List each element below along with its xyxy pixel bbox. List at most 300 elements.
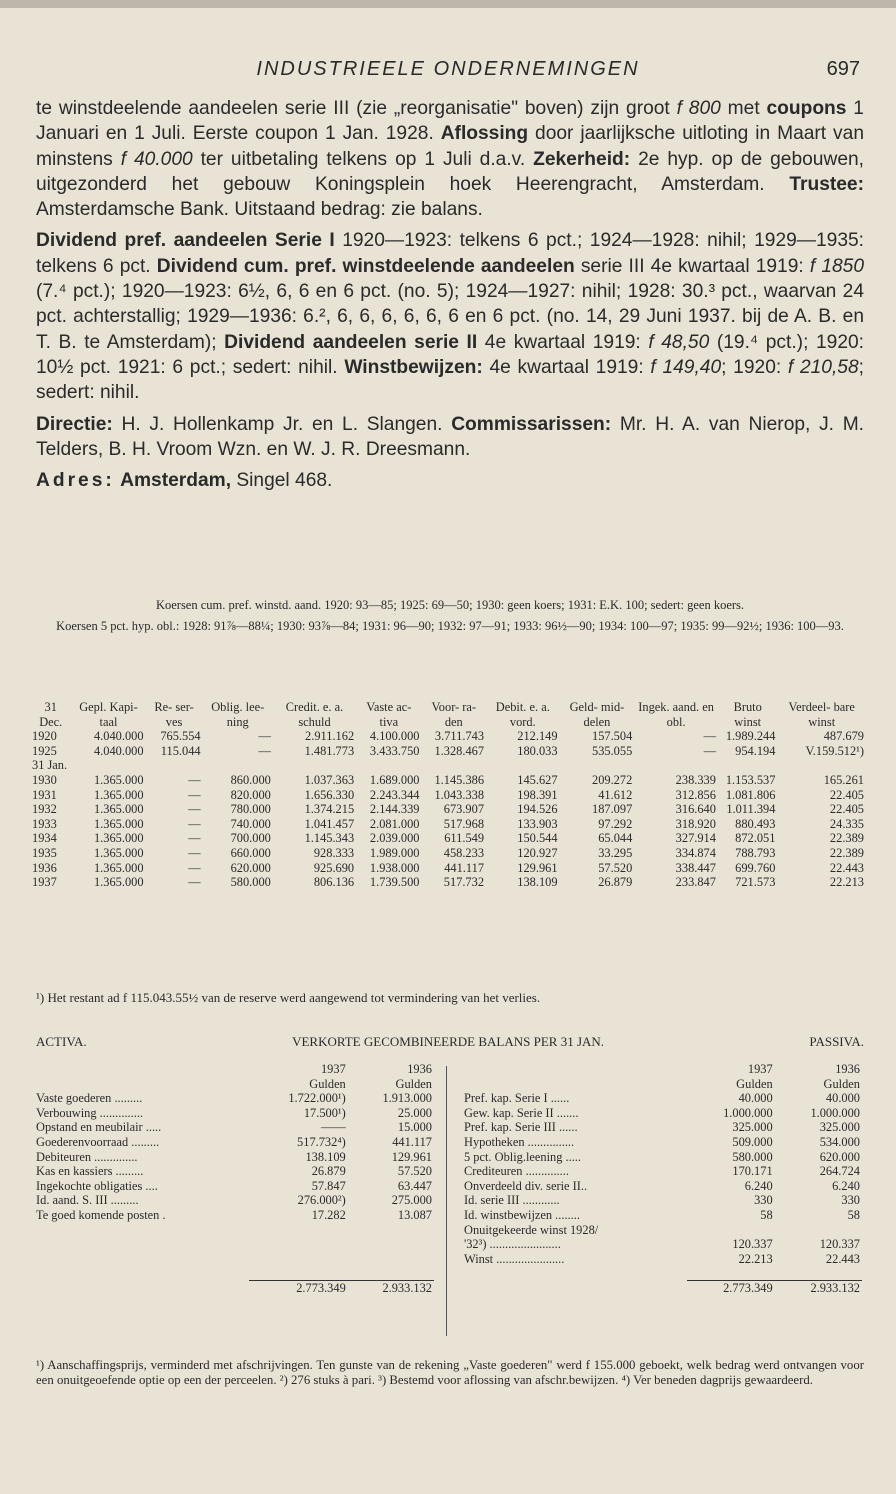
table-cell: 788.793: [735, 845, 776, 860]
text-run: f 800: [676, 98, 721, 119]
amount: 1.000.000: [810, 1105, 860, 1120]
amount: 330: [754, 1193, 773, 1208]
amount: 63.447: [397, 1178, 432, 1193]
item-label: Crediteuren ..............: [464, 1164, 569, 1179]
table-cell: 880.493: [735, 816, 776, 831]
passiva-heading: PASSIVA.: [809, 1034, 864, 1049]
table-cell: 765.554: [160, 729, 201, 744]
balance-row: [34, 1179, 434, 1194]
column-header: Credit. e. a. schuld: [285, 700, 344, 729]
table-row: [30, 744, 866, 759]
table-cell: 1937: [32, 875, 57, 890]
table-cell: 22.405: [829, 802, 864, 817]
table-cell: 180.033: [517, 743, 558, 758]
amount: 25.000: [397, 1105, 432, 1120]
item-label: Vaste goederen .........: [36, 1091, 143, 1106]
amount: 57.847: [311, 1178, 346, 1193]
column-header: Oblig. lee- ning: [211, 700, 265, 729]
text-run: Singel 468.: [231, 470, 333, 492]
table-cell: 1.365.000: [93, 772, 144, 787]
amount: 6.240: [744, 1178, 773, 1193]
text-run: f 40.000: [120, 148, 193, 170]
table-cell: 700.000: [230, 831, 271, 846]
table-cell: 233.847: [675, 875, 716, 890]
table-cell: 26.879: [598, 875, 633, 890]
amount: 22.443: [825, 1251, 860, 1266]
table-cell: —: [188, 875, 201, 890]
share-prices: [36, 598, 864, 640]
table-cell: 212.149: [517, 729, 558, 744]
table-row: [30, 802, 866, 817]
total-amount: 2.773.349: [249, 1281, 348, 1296]
item-label: Gew. kap. Serie II .......: [464, 1105, 579, 1120]
table-cell: [146, 758, 203, 773]
amount: 26.879: [311, 1164, 346, 1179]
amount: 120.337: [732, 1237, 773, 1252]
text-run: 2e hyp. op de gebouwen, uitgezonderd het gebouw Koningsplein hoek Heerengracht, Amsterdam.: [36, 148, 864, 195]
item-label: '32³) .......................: [464, 1237, 561, 1252]
table-cell: 517.732: [443, 875, 485, 890]
amount: 1.722.000¹): [288, 1091, 346, 1106]
table-cell: 1.365.000: [93, 860, 144, 875]
table-cell: 2.243.344: [369, 787, 420, 802]
activa-column: [34, 1062, 434, 1296]
paragraph: [36, 468, 864, 493]
table-cell: 316.640: [675, 802, 716, 817]
table-cell: 198.391: [517, 787, 558, 802]
table-cell: 740.000: [230, 816, 271, 831]
unit-header: Gulden: [823, 1076, 860, 1091]
paragraph: [36, 412, 864, 463]
amount: 1.000.000: [723, 1105, 773, 1120]
column-header: Bruto winst: [733, 700, 762, 729]
table-cell: 318.920: [675, 816, 716, 831]
table-cell: [273, 758, 356, 773]
amount: 1.913.000: [382, 1091, 432, 1106]
balance-row: [34, 1091, 434, 1106]
table-cell: 338.447: [675, 860, 716, 875]
table-cell: 1.041.457: [304, 816, 355, 831]
table-row: [30, 817, 866, 832]
balance-row: [462, 1208, 862, 1223]
table-cell: 1925: [32, 743, 57, 758]
table-cell: 24.335: [829, 816, 864, 831]
table-cell: 138.109: [517, 875, 558, 890]
total-amount: 2.933.132: [348, 1281, 434, 1296]
balance-row: [462, 1164, 862, 1179]
balance-row: [34, 1164, 434, 1179]
table-cell: 2.039.000: [369, 831, 420, 846]
amount: 534.000: [819, 1134, 860, 1149]
item-label: Verbouwing ..............: [36, 1105, 144, 1120]
amount: 129.961: [391, 1149, 432, 1164]
paragraph: [36, 228, 864, 405]
table-cell: 22.389: [829, 845, 864, 860]
table-cell: 660.000: [230, 845, 271, 860]
amount: 13.087: [397, 1207, 432, 1222]
item-label: Te goed komende posten .: [36, 1207, 166, 1222]
column-header: 31 Dec.: [39, 700, 63, 729]
table-cell: 458.233: [443, 845, 485, 860]
table-cell: 165.261: [823, 772, 864, 787]
bold-label: Winstbewijzen:: [344, 356, 483, 378]
amount: [687, 1223, 774, 1238]
bold-label: Trustee:: [789, 173, 864, 195]
table-cell: [356, 758, 421, 773]
table-cell: 3.433.750: [369, 743, 420, 758]
table-cell: [718, 758, 777, 773]
item-label: Ingekochte obligaties ....: [36, 1178, 158, 1193]
balance-row: [34, 1193, 434, 1208]
year-header: [34, 1062, 249, 1077]
amount: 120.337: [819, 1237, 860, 1252]
table-cell: 2.911.162: [305, 729, 355, 744]
unit-header: [34, 1077, 249, 1092]
table-cell: 1.011.394: [726, 802, 776, 817]
text-run: serie III 4e kwartaal 1919:: [574, 255, 810, 277]
balance-row: [462, 1252, 862, 1267]
bold-label: Aflossing: [440, 123, 529, 145]
balance-row: [462, 1179, 862, 1194]
text-run: ; sedert: nihil.: [36, 356, 864, 404]
amount: 17.500¹): [303, 1105, 346, 1120]
balance-row: [34, 1150, 434, 1165]
item-label: Id. serie III ............: [464, 1193, 560, 1208]
text-run: te winstdeelende aandeelen serie III (zie „reorganisatie" boven) zijn groot: [36, 98, 677, 119]
item-label: Onuitgekeerde winst 1928/: [464, 1222, 599, 1237]
table-cell: 2.144.339: [369, 802, 420, 817]
balance-row: [34, 1208, 434, 1223]
text-run: f 149,40: [650, 356, 722, 378]
year-header: 1936: [835, 1062, 860, 1076]
table-cell: 1930: [32, 772, 57, 787]
amount: 57.520: [397, 1164, 432, 1179]
balance-divider: [446, 1066, 447, 1336]
total-amount: 2.933.132: [775, 1281, 862, 1296]
table-cell: 1.145.343: [304, 831, 355, 846]
amount: 15.000: [397, 1120, 432, 1135]
text-run: (19.⁴ pct.); 1920: 10½ pct. 1921: 6 pct.; sedert: nihil.: [36, 331, 864, 378]
bold-label: Amsterdam,: [120, 470, 232, 492]
table-cell: 41.612: [598, 787, 633, 802]
item-label: Opstand en meubilair .....: [36, 1120, 162, 1135]
table-cell: 4.040.000: [93, 743, 144, 758]
table-cell: 209.272: [592, 772, 633, 787]
table-cell: —: [188, 787, 201, 802]
table-cell: 1.365.000: [93, 875, 144, 890]
table-cell: 120.927: [517, 845, 558, 860]
amount: 325.000: [732, 1120, 773, 1135]
text-run: Amsterdamsche Bank. Uitstaand bedrag: zie balans.: [36, 199, 483, 221]
table-cell: 620.000: [230, 860, 271, 875]
item-label: 5 pct. Oblig.leening .....: [464, 1149, 582, 1164]
table-cell: 97.292: [598, 816, 633, 831]
table-cell: 150.544: [517, 831, 558, 846]
table-cell: 1936: [32, 860, 57, 875]
table-cell: 1.145.386: [434, 772, 485, 787]
amount: 58: [847, 1207, 860, 1222]
table-cell: [777, 758, 866, 773]
section-title: INDUSTRIEELE ONDERNEMINGEN: [256, 58, 640, 80]
table-cell: 327.914: [675, 831, 716, 846]
table-cell: —: [258, 729, 271, 744]
text-run: H. J. Hollenkamp Jr. en L. Slangen.: [112, 413, 452, 435]
table-cell: 1.043.338: [434, 787, 485, 802]
table-cell: —: [188, 845, 201, 860]
column-header: Gepl. Kapi- taal: [79, 700, 138, 729]
passiva-column: [462, 1062, 862, 1296]
amount: 275.000: [391, 1193, 432, 1208]
bold-label: coupons: [766, 98, 847, 119]
bold-label: Directie:: [36, 413, 113, 435]
table-cell: [634, 758, 718, 773]
table-cell: 1.739.500: [369, 875, 420, 890]
company-description: [36, 96, 864, 493]
table-cell: 535.055: [592, 743, 633, 758]
table-cell: [486, 758, 560, 773]
table-cell: 1920: [32, 729, 57, 744]
year-header: 1937: [320, 1062, 346, 1076]
table-cell: 334.874: [675, 845, 716, 860]
table-cell: 1935: [32, 845, 57, 860]
table-cell: —: [188, 772, 201, 787]
bold-label: Dividend aandeelen serie II: [224, 331, 478, 353]
total-amount: [462, 1281, 687, 1296]
table-cell: 1.374.215: [304, 802, 355, 817]
balance-row: [34, 1106, 434, 1121]
amount: 325.000: [819, 1120, 860, 1135]
text-run: 1920—1923: telkens 6 pct.; 1924—1928: nihil; 1929—1935: telkens 6 pct.: [36, 230, 865, 277]
bold-label: Zekerheid:: [533, 148, 631, 170]
table-cell: 1932: [32, 802, 57, 817]
unit-header: [462, 1077, 687, 1092]
item-label: Onverdeeld div. serie II..: [464, 1178, 588, 1193]
column-header: Voor- ra- den: [431, 700, 477, 729]
table-cell: 580.000: [230, 875, 271, 890]
amount: [775, 1223, 862, 1238]
text-run: door jaarlijksche uitloting in Maart van minstens: [36, 123, 864, 170]
table-cell: 157.504: [592, 729, 633, 744]
balance-row: [34, 1120, 434, 1135]
table-cell: 1.365.000: [93, 816, 144, 831]
table-cell: 1.656.330: [304, 787, 355, 802]
table-cell: 872.051: [735, 831, 776, 846]
table-cell: 1.037.363: [304, 772, 355, 787]
table-cell: 699.760: [735, 860, 776, 875]
table-cell: 22.213: [829, 875, 864, 890]
table-cell: [560, 758, 635, 773]
table-row: [30, 875, 866, 890]
amount: 40.000: [825, 1091, 860, 1106]
table-cell: [71, 758, 145, 773]
table-cell: 487.679: [823, 729, 864, 744]
unit-header: Gulden: [309, 1076, 346, 1091]
table-cell: 1.365.000: [93, 787, 144, 802]
bold-label: Dividend cum. pref. winstdeelende aandeelen: [156, 255, 575, 277]
balance-row: [462, 1223, 862, 1238]
table-cell: 33.295: [598, 845, 633, 860]
table-cell: 1.365.000: [93, 845, 144, 860]
table-cell: 721.573: [735, 875, 776, 890]
text-run: Mr. H. A. van Nierop, J. M. Telders, B. H. Vroom Wzn. en W. J. R. Dreesmann.: [36, 413, 865, 460]
column-header: Re- ser- ves: [154, 700, 194, 729]
koersen-line: Koersen cum. pref. winstd. aand. 1920: 93—85; 1925: 69—50; 1930: geen koers; 1931: E.K. 100; sedert: geen koers.: [155, 598, 745, 612]
table-cell: 31 Jan.: [32, 758, 68, 773]
table-cell: —: [188, 816, 201, 831]
table-cell: [203, 758, 273, 773]
amount: 509.000: [732, 1134, 773, 1149]
text-run: ter uitbetaling telkens op 1 Juli d.a.v.: [192, 148, 534, 170]
year-header: 1937: [747, 1062, 773, 1076]
item-label: Pref. kap. Serie III ......: [464, 1120, 578, 1135]
table-cell: 1.153.537: [725, 772, 776, 787]
table-cell: 1.365.000: [93, 831, 144, 846]
amount: 22.213: [738, 1251, 773, 1266]
table-cell: 441.117: [444, 860, 485, 875]
text-run: 1 Januari en 1 Juli. Eerste coupon 1 Jan. 1928.: [36, 98, 864, 145]
table-cell: —: [703, 743, 716, 758]
table-cell: 925.690: [313, 860, 355, 875]
text-run: f 210,58: [787, 356, 859, 378]
table-cell: 115.044: [160, 743, 201, 758]
activa-heading: ACTIVA.: [36, 1034, 87, 1049]
text-run: (7.⁴ pct.); 1920—1923: 6½, 6, 6 en 6 pct. (no. 5); 1924—1927: nihil; 1928: 30.³ pct., waarvan 24 pct. achterstallig; 1929—1936: 6.², 6, 6, 6, 6, 6, 6 en 6 pct. (no. 14, 29 Juni 1937. bij de A. B. en T. B. te Amsterdam);: [36, 281, 864, 353]
amount: 138.109: [305, 1149, 346, 1164]
table-cell: 780.000: [230, 802, 271, 817]
amount: ——: [320, 1120, 346, 1135]
bold-label: Commissarissen:: [451, 413, 612, 435]
scan-edge: [0, 0, 896, 8]
table-row: [30, 729, 866, 744]
text-run: f 1850: [809, 255, 864, 277]
amount: 330: [841, 1193, 860, 1208]
table-row: [30, 758, 866, 773]
item-label: Debiteuren ..............: [36, 1149, 138, 1164]
item-label: Kas en kassiers .........: [36, 1164, 144, 1179]
item-label: Id. aand. S. III .........: [36, 1193, 139, 1208]
table-cell: 806.136: [313, 875, 355, 890]
table-cell: 312.856: [675, 787, 716, 802]
text-run: 4e kwartaal 1919:: [482, 356, 651, 378]
text-run: met: [720, 98, 767, 119]
item-label: Pref. kap. Serie I ......: [464, 1091, 570, 1106]
table-cell: —: [188, 860, 201, 875]
table-cell: 1.689.000: [369, 772, 420, 787]
table-cell: 22.389: [829, 831, 864, 846]
paragraph: [36, 96, 864, 222]
table-cell: —: [703, 729, 716, 744]
table-cell: 928.333: [313, 845, 355, 860]
table-cell: 4.100.000: [369, 729, 420, 744]
page-number: 697: [826, 58, 860, 80]
balance-heading: [36, 1034, 864, 1050]
table-cell: 611.549: [444, 831, 485, 846]
column-header: Vaste ac- tiva: [366, 700, 412, 729]
table-cell: 133.903: [517, 816, 558, 831]
amount: 6.240: [832, 1178, 860, 1193]
column-header: Ingek. aand. en obl.: [638, 700, 714, 729]
table-cell: V.159.512¹): [805, 743, 864, 758]
balance-footnotes: ¹) Aanschaffingsprijs, verminderd met afschrijvingen. Ten gunste van de rekening „Vaste goederen" werd f 155.000 geboekt, welk bedrag werd ontvangen voor een onuitgeoefende optie op een der perceelen. ²) 276 stuks à pari. ³) Bestemd voor aflossing van afschr.bewijzen. ⁴) Ver beneden dagprijs gewaardeerd.: [36, 1358, 864, 1388]
table-cell: 1.989.000: [369, 845, 420, 860]
amount: 170.171: [732, 1164, 773, 1179]
table-cell: [421, 758, 486, 773]
balance-row: [462, 1237, 862, 1252]
text-run: ; 1920:: [721, 356, 788, 378]
table-cell: 954.194: [735, 743, 776, 758]
running-header: [36, 58, 860, 88]
table-row: [30, 773, 866, 788]
amount: 58: [760, 1207, 773, 1222]
table-cell: 22.405: [829, 787, 864, 802]
amount: 40.000: [738, 1091, 773, 1106]
table-cell: 1.365.000: [93, 802, 144, 817]
column-header: Debit. e. a. vord.: [495, 700, 550, 729]
table-cell: 1.989.244: [725, 729, 776, 744]
table-cell: —: [188, 802, 201, 817]
balance-row: [462, 1120, 862, 1135]
table-row: [30, 788, 866, 803]
unit-header: Gulden: [736, 1076, 773, 1091]
item-label: Goederenvoorraad .........: [36, 1134, 160, 1149]
balance-row: [462, 1150, 862, 1165]
table-cell: 4.040.000: [93, 729, 144, 744]
table-cell: 57.520: [598, 860, 633, 875]
table-footnote: ¹) Het restant ad f 115.043.55½ van de reserve werd aangewend tot vermindering van het verlies.: [36, 990, 541, 1005]
table-cell: 820.000: [230, 787, 271, 802]
table-cell: 22.443: [829, 860, 864, 875]
balance-row: [462, 1091, 862, 1106]
table-cell: 1.938.000: [369, 860, 420, 875]
table-row: [30, 831, 866, 846]
amount: 441.117: [392, 1134, 432, 1149]
balance-row: [34, 1135, 434, 1150]
table-cell: 1933: [32, 816, 57, 831]
amount: 17.282: [311, 1207, 346, 1222]
item-label: Winst ......................: [464, 1251, 565, 1266]
table-cell: 1.328.467: [434, 743, 485, 758]
table-row: [30, 861, 866, 876]
table-cell: —: [258, 743, 271, 758]
unit-header: Gulden: [395, 1076, 432, 1091]
text-run: 4e kwartaal 1919:: [477, 331, 649, 353]
table-cell: 1.481.773: [304, 743, 355, 758]
balance-row: [462, 1135, 862, 1150]
table-cell: 673.907: [443, 802, 485, 817]
item-label: Id. winstbewijzen ........: [464, 1207, 580, 1222]
total-amount: [34, 1281, 249, 1296]
table-cell: 187.097: [592, 802, 633, 817]
koersen-line: Koersen 5 pct. hyp. obl.: 1928: 91⅞—88¼; 1930: 93⅞—84; 1931: 96—90; 1932: 97—91; 1933: 96½—90; 1934: 100—97; 1935: 99—92½; 1936: 100—93.: [56, 619, 844, 633]
amount: 276.000²): [297, 1193, 346, 1208]
text-run: f 48,50: [648, 331, 710, 353]
amount: 264.724: [819, 1164, 860, 1179]
amount: 580.000: [732, 1149, 773, 1164]
table-cell: 860.000: [230, 772, 271, 787]
item-label: Hypotheken ...............: [464, 1134, 575, 1149]
amount: 517.732⁴): [297, 1134, 346, 1149]
column-header: Geld- mid- delen: [569, 700, 625, 729]
table-cell: 65.044: [598, 831, 633, 846]
balance-title: VERKORTE GECOMBINEERDE BALANS PER 31 JAN.: [292, 1034, 605, 1049]
table-cell: 194.526: [517, 802, 558, 817]
table-cell: —: [188, 831, 201, 846]
bold-label: Adres:: [36, 470, 115, 492]
financial-history-table: [30, 700, 866, 890]
bold-label: Dividend pref. aandeelen Serie I: [36, 230, 335, 252]
table-row: [30, 846, 866, 861]
year-header: [462, 1062, 687, 1077]
